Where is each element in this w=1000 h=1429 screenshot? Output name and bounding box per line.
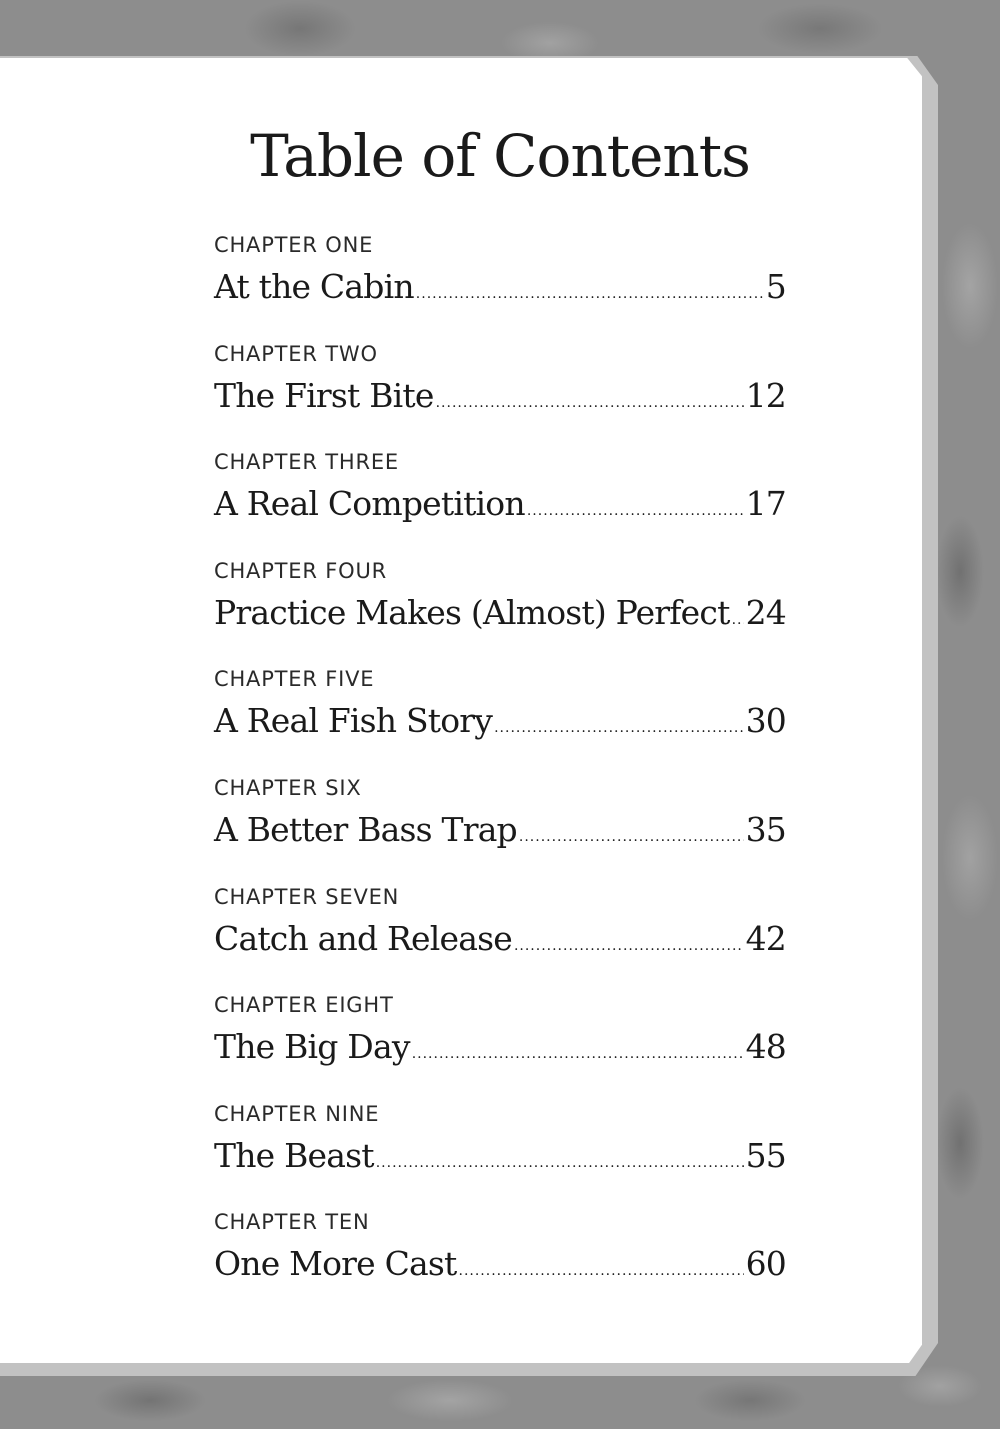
- toc-entry[interactable]: [214, 661, 786, 770]
- page-number: 5: [765, 267, 786, 306]
- chapter-title: A Real Fish Story: [214, 701, 493, 741]
- page-number: 48: [745, 1027, 786, 1067]
- dot-leader: [514, 938, 744, 954]
- chapter-line: [214, 267, 786, 306]
- page-number: 12: [745, 375, 786, 415]
- toc-list: [214, 227, 786, 1313]
- chapter-line: [214, 593, 786, 632]
- toc-entry[interactable]: [214, 987, 786, 1096]
- chapter-line: [214, 1136, 786, 1175]
- chapter-line: [214, 484, 786, 523]
- dot-leader: [412, 1046, 744, 1062]
- chapter-title: The First Bite: [214, 375, 434, 415]
- chapter-title: Practice Makes (Almost) Perfect: [214, 592, 730, 632]
- dot-leader: [732, 612, 744, 628]
- toc-entry[interactable]: [214, 227, 786, 336]
- dot-leader: [416, 286, 764, 302]
- toc-entry[interactable]: [214, 1096, 786, 1205]
- page-number: 30: [745, 701, 786, 741]
- chapter-number: CHAPTER SIX: [214, 775, 362, 800]
- chapter-line: [214, 1244, 786, 1283]
- toc-entry[interactable]: [214, 879, 786, 988]
- toc-entry[interactable]: [214, 1204, 786, 1313]
- page-number: 24: [745, 592, 786, 632]
- page-number: 35: [745, 809, 786, 849]
- toc-entry[interactable]: [214, 444, 786, 553]
- toc-entry[interactable]: [214, 553, 786, 662]
- dot-leader: [494, 720, 743, 736]
- chapter-number: CHAPTER FOUR: [214, 558, 388, 583]
- dot-leader: [459, 1263, 744, 1279]
- page-number: 42: [745, 918, 786, 958]
- chapter-title: The Big Day: [214, 1027, 410, 1067]
- chapter-title: Catch and Release: [214, 918, 512, 958]
- chapter-number: CHAPTER FIVE: [214, 667, 375, 692]
- chapter-line: [214, 701, 786, 740]
- chapter-title: One More Cast: [214, 1244, 457, 1284]
- chapter-number: CHAPTER EIGHT: [214, 993, 394, 1018]
- chapter-line: [214, 919, 786, 958]
- chapter-title: The Beast: [214, 1135, 374, 1175]
- chapter-line: [214, 376, 786, 415]
- page-title: Table of Contents: [250, 122, 750, 190]
- toc-entry[interactable]: [214, 770, 786, 879]
- chapter-title: A Real Competition: [214, 484, 525, 524]
- chapter-title: At the Cabin: [214, 267, 414, 306]
- chapter-number: CHAPTER THREE: [214, 450, 399, 475]
- page-number: 60: [745, 1244, 786, 1284]
- dot-leader: [527, 503, 744, 519]
- chapter-number: CHAPTER TWO: [214, 341, 378, 366]
- chapter-line: [214, 810, 786, 849]
- chapter-line: [214, 1027, 786, 1066]
- chapter-number: CHAPTER TEN: [214, 1210, 370, 1235]
- chapter-number: CHAPTER NINE: [214, 1101, 380, 1126]
- chapter-title: A Better Bass Trap: [214, 809, 517, 849]
- chapter-number: CHAPTER ONE: [214, 233, 374, 257]
- dot-leader: [519, 829, 744, 845]
- toc-entry[interactable]: [214, 336, 786, 445]
- chapter-number: CHAPTER SEVEN: [214, 884, 400, 909]
- dot-leader: [376, 1155, 744, 1171]
- dot-leader: [436, 395, 744, 411]
- page-number: 55: [745, 1135, 786, 1175]
- page-number: 17: [745, 484, 786, 524]
